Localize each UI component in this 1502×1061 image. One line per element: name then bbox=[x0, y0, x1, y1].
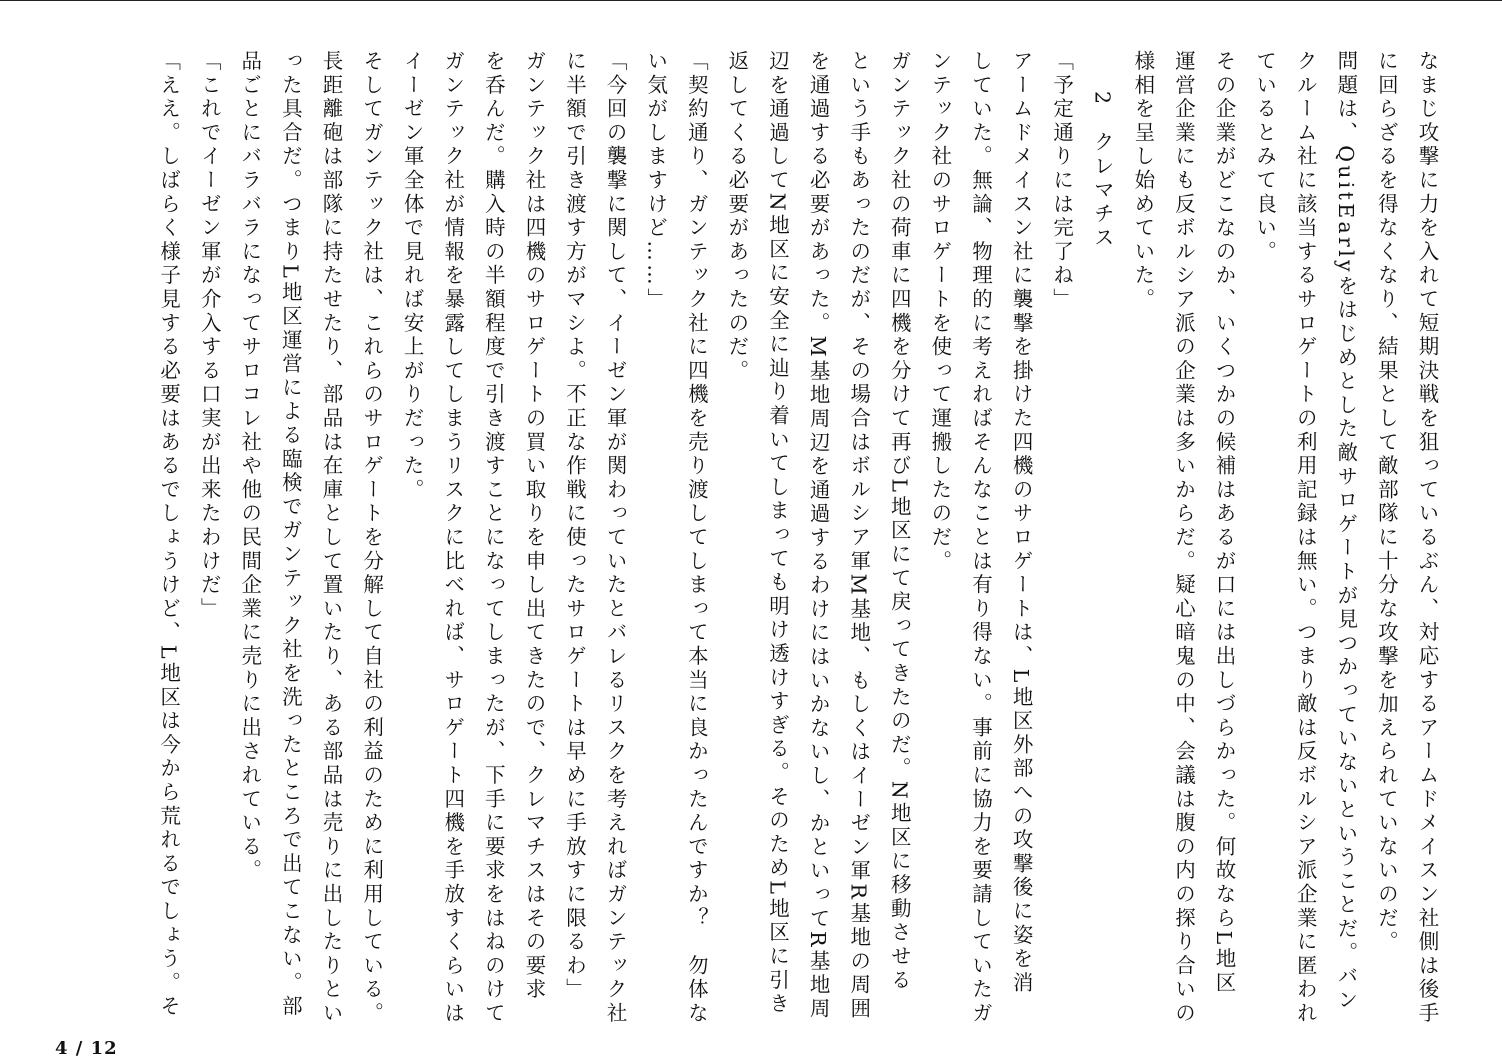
text-line: なまじ攻撃に力を入れて短期決戦を狙っているぶん、対応するアームドメイスン社側は後手 bbox=[1415, 50, 1439, 1026]
text-line: そしてガンテック社は、これらのサロゲートを分解して自社の利益のために利用している。 bbox=[359, 50, 384, 1026]
vertical-text-body bbox=[148, 50, 1447, 1030]
text-line: という手もあったのだが、その場合はボルシア軍M基地、もしくはイーゼン軍R基地の周囲 bbox=[846, 50, 871, 1022]
text-line: 「ええ。しばらく様子見する必要はあるでしょうけど、L地区は今から荒れるでしょう。そ bbox=[156, 50, 181, 1019]
text-line: アームドメイスン社に襲撃を掛けた四機のサロゲートは、L地区外部への攻撃後に姿を消 bbox=[1009, 50, 1034, 996]
text-line: その企業がどこなのか、いくつかの候補はあるが口には出しづらかった。何故ならL地区 bbox=[1212, 50, 1237, 996]
text-line: 様相を呈し始めていた。 bbox=[1130, 50, 1155, 312]
text-line: 品ごとにバラバラになってサロコレ社や他の民間企業に売りに出されている。 bbox=[237, 50, 262, 883]
text-line: 「今回の襲撃に関して、イーゼン軍が関わっていたとバレるリスクを考えればガンテック社 bbox=[603, 50, 628, 1026]
text-line: に半額で引き渡す方がマシよ。不正な作戦に使ったサロゲートは早めに手放すに限るわ」 bbox=[562, 50, 587, 1002]
text-line: を通過する必要があった。M基地周辺を通過するわけにはいかないし、かといってR基地周 bbox=[806, 50, 831, 1022]
text-line: 辺を通過してN地区に安全に辿り着いてしまっても明け透けすぎる。そのためL地区に引き bbox=[765, 50, 790, 1017]
text-line: 問題は、QuitEarlyをはじめとした敵サロゲートが見つかっていないということだ。バン bbox=[1333, 50, 1358, 1013]
section-heading: 2 クレマチス bbox=[1090, 91, 1115, 251]
text-line: ガンテック社の荷車に四機を分けて再びL地区にて戻ってきたのだ。N地区に移動させる bbox=[887, 50, 912, 993]
top-border-line bbox=[0, 0, 1502, 1]
text-line: 返してくる必要があったのだ。 bbox=[724, 50, 749, 384]
text-line: していた。無論、物理的に考えればそんなことは有り得ない。事前に協力を要請していたガ bbox=[968, 50, 993, 1026]
text-line: 長距離砲は部隊に持たせたり、部品は在庫として置いたり、ある部品は売りに出したりとい bbox=[318, 50, 343, 1026]
text-line: に回らざるを得なくなり、結果として敵部隊に十分な攻撃を加えられていないのだ。 bbox=[1374, 50, 1399, 955]
text-line: い気がしますけど……」 bbox=[643, 50, 668, 312]
text-line: ンテック社のサロゲートを使って運搬したのだ。 bbox=[927, 50, 952, 574]
text-line: クルーム社に該当するサロゲートの利用記録は無い。つまり敵は反ボルシア派企業に匿われ bbox=[1293, 50, 1318, 1026]
text-line: ガンテック社は四機のサロゲートの買い取りを申し出てきたので、クレマチスはその要求 bbox=[521, 50, 546, 1002]
text-line: 「予定通りには完了ね」 bbox=[1049, 50, 1074, 312]
text-line: った具合だ。つまりL地区運営による臨検でガンテック社を洗ったところで出てこない。部 bbox=[278, 50, 303, 1019]
text-line: 「これでイーゼン軍が介入する口実が出来たわけだ」 bbox=[197, 50, 222, 622]
text-line: ガンテック社が情報を暴露してしまうリスクに比べれば、サロゲート四機を手放すくらいは bbox=[440, 50, 465, 1026]
text-line: ているとみて良い。 bbox=[1252, 50, 1277, 265]
text-line: 「契約通り、ガンテック社に四機を売り渡してしまって本当に良かったんですか？ 勿体な bbox=[684, 50, 709, 1026]
page-number: 4 / 12 bbox=[55, 1038, 118, 1059]
text-line: イーゼン軍全体で見れば安上がりだった。 bbox=[400, 50, 425, 503]
text-line: 運営企業にも反ボルシア派の企業は多いからだ。疑心暗鬼の中、会議は腹の内の探り合いの bbox=[1171, 50, 1196, 1026]
text-line: を呑んだ。購入時の半額程度で引き渡すことになってしまったが、下手に要求をはねのけて bbox=[481, 50, 506, 1026]
